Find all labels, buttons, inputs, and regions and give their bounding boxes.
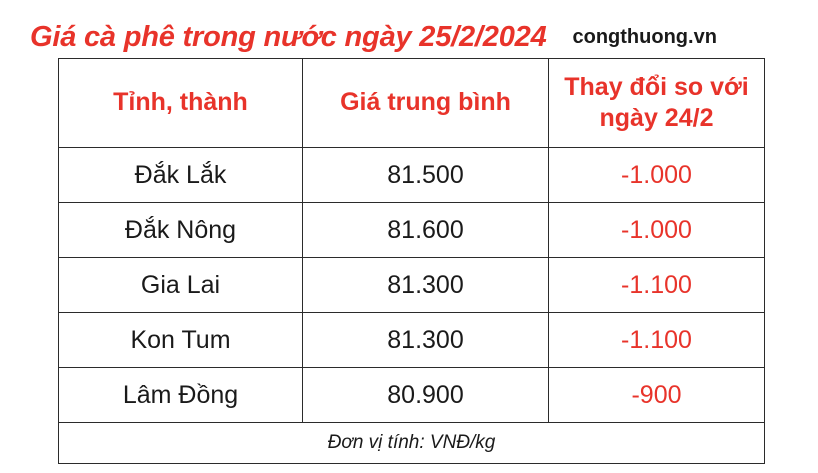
- cell-change: -1.000: [549, 203, 765, 258]
- source-brand: congthuong.vn: [572, 25, 717, 48]
- cell-average-price: 81.500: [303, 148, 549, 203]
- cell-average-price: 81.300: [303, 258, 549, 313]
- table-row: [59, 313, 765, 368]
- cell-province: Gia Lai: [59, 258, 303, 313]
- cell-average-price: 81.300: [303, 313, 549, 368]
- table-header: [59, 59, 765, 148]
- cell-change: -1.000: [549, 148, 765, 203]
- price-table: [58, 58, 765, 464]
- page-title: Giá cà phê trong nước ngày 25/2/2024: [30, 20, 547, 53]
- column-header-change-line1: Thay đổi so với: [564, 72, 749, 101]
- cell-province: Lâm Đồng: [59, 368, 303, 423]
- cell-change: -1.100: [549, 313, 765, 368]
- table-footer-row: [59, 423, 765, 464]
- table-header-row: [59, 59, 765, 148]
- table-row: [59, 368, 765, 423]
- cell-province: Đắk Lắk: [59, 148, 303, 203]
- cell-province: Kon Tum: [59, 313, 303, 368]
- column-header-average-price: Giá trung bình: [303, 59, 549, 148]
- column-header-change-line2: ngày 24/2: [599, 104, 714, 132]
- table-body: [59, 148, 765, 423]
- column-header-province: Tỉnh, thành: [59, 59, 303, 148]
- column-header-change: [549, 59, 765, 148]
- table-row: [59, 258, 765, 313]
- table-footer: [59, 423, 765, 464]
- cell-average-price: 80.900: [303, 368, 549, 423]
- unit-note: Đơn vị tính: VNĐ/kg: [59, 423, 765, 464]
- cell-average-price: 81.600: [303, 203, 549, 258]
- cell-change: -900: [549, 368, 765, 423]
- table-row: [59, 203, 765, 258]
- cell-change: -1.100: [549, 258, 765, 313]
- cell-province: Đắk Nông: [59, 203, 303, 258]
- header: [0, 18, 818, 56]
- table-row: [59, 148, 765, 203]
